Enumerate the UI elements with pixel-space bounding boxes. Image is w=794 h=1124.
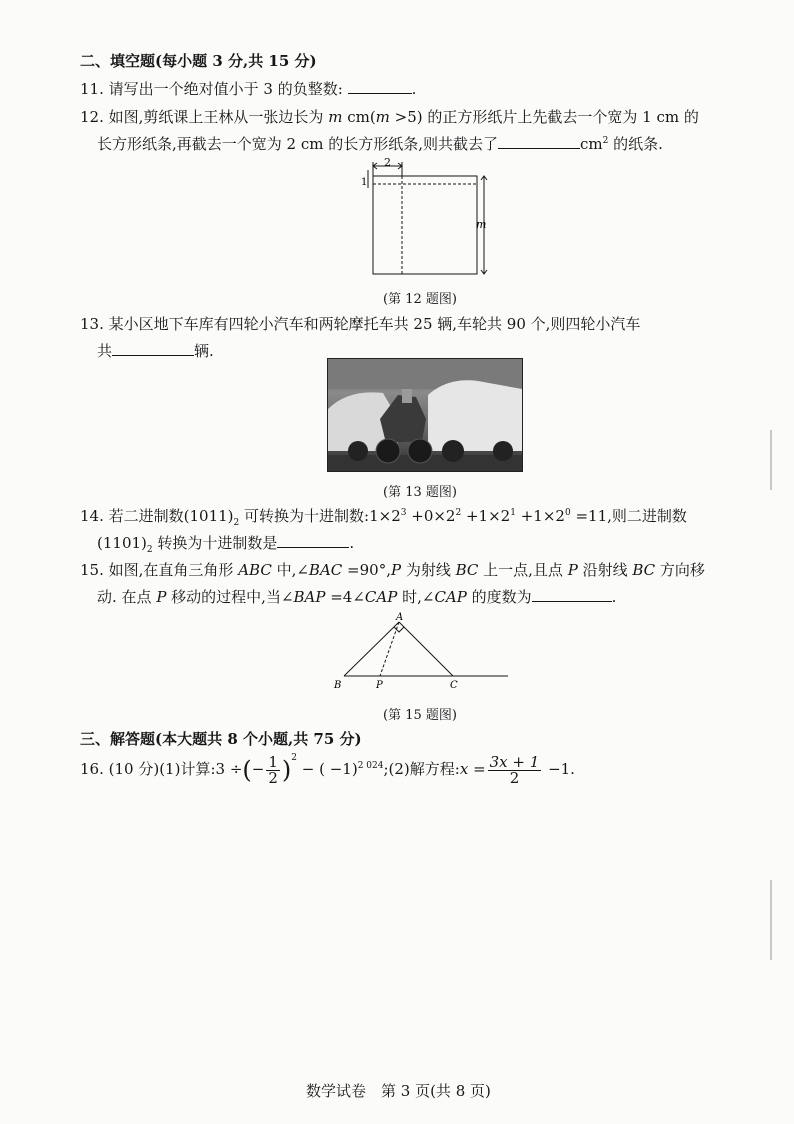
- q13-answer-blank[interactable]: [112, 341, 194, 356]
- label-b: B: [334, 680, 342, 691]
- frac2-num: 3x + 1: [489, 752, 540, 771]
- segment-ap: [380, 622, 399, 676]
- q16-number: 16.: [80, 760, 104, 778]
- question-15-line-1: [80, 559, 705, 580]
- q14-text-c: =11,则二进制数: [570, 507, 687, 525]
- q11-number: 11.: [80, 80, 104, 98]
- q16-text-a: (10 分)(1)计算:3 ÷: [108, 760, 243, 778]
- q15-answer-blank[interactable]: [532, 587, 612, 602]
- exp-0: 0: [564, 508, 571, 518]
- side-ac: [399, 622, 453, 676]
- q13-text-b: 共: [97, 342, 113, 360]
- label-a: A: [396, 612, 404, 623]
- q15-text-d: 为射线: [401, 561, 456, 579]
- q12-text-e: 的纸条.: [608, 135, 663, 153]
- q15-text-b: 中,∠: [271, 561, 309, 579]
- q15-text-k: 时,∠: [397, 588, 435, 606]
- q15-text-l: 的度数为: [466, 588, 532, 606]
- label-p: P: [376, 680, 383, 691]
- question-11: [80, 78, 416, 99]
- q15-text-h: 动. 在点: [97, 588, 157, 606]
- var-bap: BAP: [293, 588, 326, 606]
- label-1: 1: [361, 177, 368, 188]
- q16-fraction-half: [266, 752, 280, 787]
- q14-base: 2: [233, 518, 240, 528]
- question-14-line-2: [97, 532, 354, 553]
- q14-text-d: (1101): [97, 534, 147, 552]
- q15-text-i: 移动的过程中,当∠: [166, 588, 294, 606]
- exp-1: 1: [510, 508, 516, 518]
- car-right: [428, 380, 522, 451]
- q16-fraction-eq: [488, 752, 542, 787]
- q12-unit-exponent: 2: [602, 136, 609, 146]
- photo-scene: [328, 359, 522, 471]
- question-13-line-1: [80, 313, 640, 334]
- q15-text-f: 沿射线: [577, 561, 633, 579]
- q15-text-g: 方向移: [655, 561, 705, 579]
- square-sheet: [373, 176, 477, 274]
- q16-text-c: ;(2)解方程:: [383, 760, 460, 778]
- var-p-2: P: [567, 561, 578, 579]
- var-cap: CAP: [364, 588, 398, 606]
- label-c: C: [450, 680, 458, 691]
- scan-edge-mark-2: [770, 880, 772, 960]
- q14-end: .: [349, 534, 355, 552]
- question-13-line-2: [97, 340, 214, 361]
- q12-var-m: m: [328, 108, 343, 126]
- q14-text-a: 若二进制数(1011): [108, 507, 234, 525]
- q16-text-b: − ( −1): [297, 760, 358, 778]
- var-bc: BC: [455, 561, 479, 579]
- question-15-line-2: [97, 586, 616, 607]
- section-2-title: 二、填空题(每小题 3 分,共 15 分): [80, 52, 317, 70]
- q15-caption: (第 15 题图): [383, 708, 457, 723]
- frac2-den: 2: [509, 768, 520, 787]
- q11-end: .: [411, 80, 417, 98]
- q15-text-j: =4∠: [325, 588, 365, 606]
- q15-end: .: [611, 588, 617, 606]
- q15-number: 15.: [80, 561, 104, 579]
- q11-text: 请写出一个绝对值小于 3 的负整数:: [108, 80, 343, 98]
- q11-answer-blank[interactable]: [348, 79, 412, 94]
- q14-term-3: +1×2: [515, 507, 565, 525]
- q14-number: 14.: [80, 507, 104, 525]
- parking-garage-photo: [327, 358, 523, 472]
- question-16: 16. (10 分)(1)计算:3 ÷(− $\frac{1}{2}$ )$^2$ − ( −1)$^{2 024}$;(2)解方程:x = $\frac{3x + 1}{2}$ −1.: [80, 752, 575, 787]
- q16-eq: =: [468, 760, 486, 778]
- side-ab: [344, 622, 399, 676]
- exp-3: 3: [400, 508, 407, 518]
- var-p: P: [390, 561, 402, 579]
- q14-answer-blank[interactable]: [277, 533, 349, 548]
- q16-text-d: −1.: [543, 760, 575, 778]
- q13-caption: (第 13 题图): [383, 485, 457, 500]
- q12-var-m2: m: [375, 108, 390, 126]
- q12-number: 12.: [80, 108, 104, 126]
- q12-text-c: >5) 的正方形纸片上先截去一个宽为 1 cm 的: [389, 108, 699, 126]
- q13-text-c: 辆.: [194, 342, 214, 360]
- var-p-3: P: [156, 588, 167, 606]
- q14-base-2: 2: [146, 545, 153, 555]
- q16-exp-2024: 2 024: [357, 761, 384, 771]
- q12-text-a: 如图,剪纸课上王林从一张边长为: [108, 108, 329, 126]
- q12-unit: cm: [580, 135, 603, 153]
- section-3-title: 三、解答题(本大题共 8 个小题,共 75 分): [80, 730, 362, 748]
- q14-term-2: +1×2: [461, 507, 511, 525]
- q13-text-a: 某小区地下车库有四轮小汽车和两轮摩托车共 25 辆,车轮共 90 个,则四轮小汽车: [108, 315, 641, 333]
- question-12-line-1: [80, 106, 699, 127]
- q14-text-e: 转换为十进制数是: [152, 534, 278, 552]
- q13-number: 13.: [80, 315, 104, 333]
- question-12-line-2: [97, 133, 663, 154]
- label-2: 2: [384, 158, 391, 169]
- var-cap-2: CAP: [434, 588, 467, 606]
- question-14-line-1: [80, 505, 687, 526]
- frac-num: 1: [268, 752, 278, 771]
- frac-den: 2: [268, 768, 278, 787]
- q16-exp-2: 2: [291, 753, 297, 763]
- right-angle-mark: [394, 627, 404, 632]
- scan-edge-mark: [770, 430, 772, 490]
- q15-text-a: 如图,在直角三角形: [108, 561, 239, 579]
- q14-term-1: +0×2: [406, 507, 456, 525]
- var-abc: ABC: [238, 561, 272, 579]
- exp-2: 2: [455, 508, 462, 518]
- page-footer: 数学试卷 第 3 页(共 8 页): [306, 1082, 491, 1100]
- q12-answer-blank[interactable]: [498, 134, 580, 149]
- var-bc-2: BC: [632, 561, 656, 579]
- q14-text-b: 可转换为十进制数:1×2: [239, 507, 401, 525]
- label-m: m: [476, 218, 487, 231]
- q15-text-e: 上一点,且点: [478, 561, 568, 579]
- q16-var-x: x: [459, 760, 469, 778]
- var-bac: BAC: [308, 561, 343, 579]
- q12-caption: (第 12 题图): [383, 292, 457, 307]
- q12-text-b: cm(: [342, 108, 376, 126]
- q12-figure: [360, 158, 500, 280]
- q15-text-c: =90°,: [342, 561, 391, 579]
- q15-figure: [330, 612, 514, 694]
- q16-neg: −: [251, 760, 265, 778]
- q12-text-d: 长方形纸条,再截去一个宽为 2 cm 的长方形纸条,则共截去了: [97, 135, 499, 153]
